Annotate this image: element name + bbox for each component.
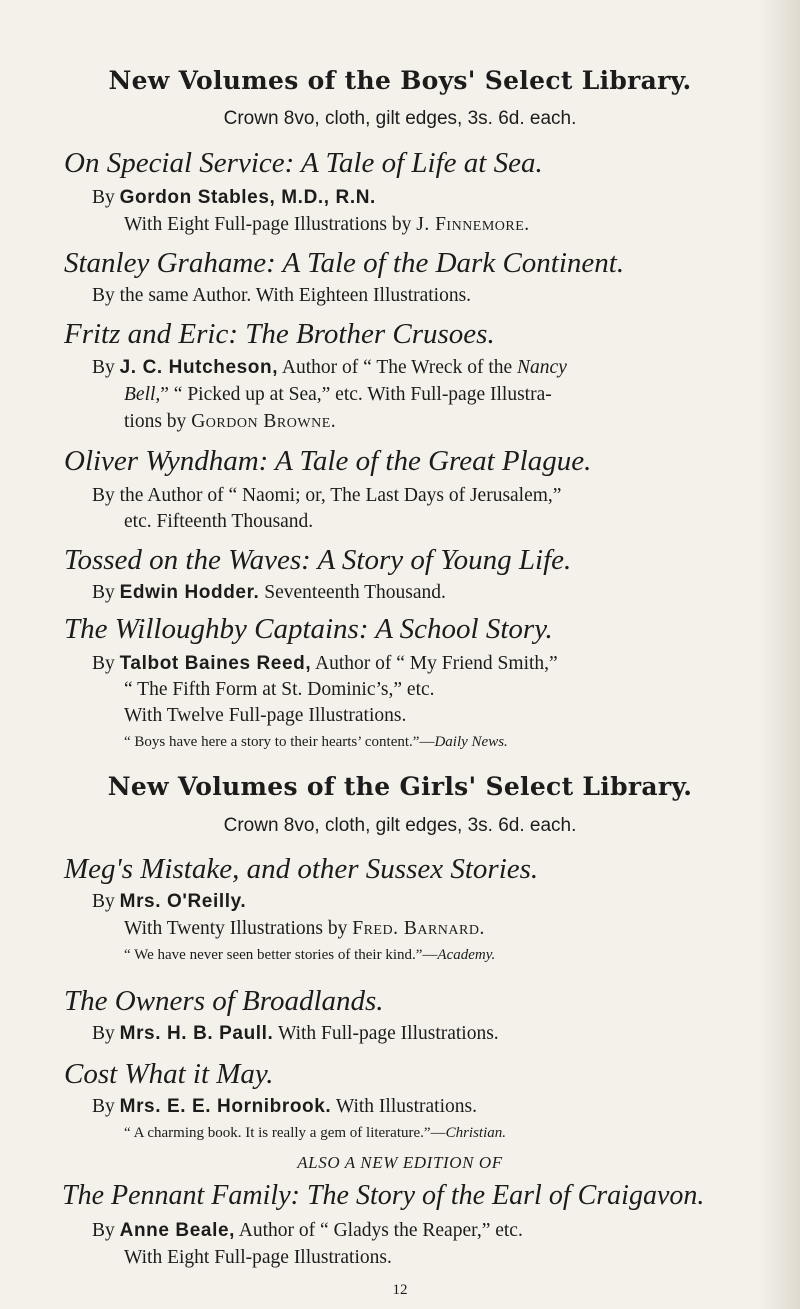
book-title: The Pennant Family: The Story of the Earl of Craigavon. (62, 1180, 705, 1211)
book-illustrations-line (124, 214, 530, 236)
italic-ship-name: Bell, (124, 384, 161, 405)
author-name: Anne Beale, (119, 1220, 235, 1241)
by-text: By (92, 357, 120, 378)
quote-source: Academy. (437, 947, 496, 963)
by-text: By (92, 891, 120, 912)
book-title: Fritz and Eric: The Brother Crusoes. (64, 318, 495, 350)
book-illustrations-line: With Twelve Full-page Illustrations. (124, 705, 407, 726)
quote-source: Christian. (445, 1125, 506, 1141)
illustrations-text: With Twenty Illustrations by (124, 918, 353, 939)
boys-library-heading: New Volumes of the Boys' Select Library. (108, 66, 692, 95)
book-detail-text: ” “ Picked up at Sea,” etc. With Full-page Illustra- (160, 384, 552, 405)
page-number: 12 (392, 1282, 408, 1298)
by-text: By (92, 582, 120, 603)
book-title: Oliver Wyndham: A Tale of the Great Plague. (64, 445, 592, 477)
book-title: Tossed on the Waves: A Story of Young Life. (64, 544, 572, 576)
quote-text: “ A charming book. It is really a gem of literature.”— (124, 1125, 446, 1141)
illustrations-text: With Eight Full-page Illustrations by (124, 214, 417, 235)
book-title: The Willoughby Captains: A School Story. (64, 613, 553, 645)
review-quote (124, 947, 495, 964)
quote-text: “ We have never seen better stories of their kind.”— (124, 947, 438, 963)
by-text: By (92, 187, 120, 208)
illustrator-name: J. Finnemore. (416, 214, 530, 235)
author-name: Talbot Baines Reed, (119, 653, 312, 674)
also-new-edition-note: ALSO A NEW EDITION OF (297, 1153, 503, 1172)
author-name: Mrs. E. E. Hornibrook. (119, 1096, 332, 1117)
by-text: By (92, 1220, 120, 1241)
book-illustrations-line: With Eight Full-page Illustrations. (124, 1247, 392, 1268)
book-author-line (92, 653, 558, 675)
boys-format-line: Crown 8vo, cloth, gilt edges, 3s. 6d. each. (223, 108, 577, 129)
by-text: By (92, 653, 120, 674)
book-detail-line: “ The Fifth Form at St. Dominic’s,” etc. (124, 679, 435, 700)
by-text: By (92, 1096, 120, 1117)
book-title: On Special Service: A Tale of Life at Sea. (64, 147, 543, 179)
book-author-line (92, 582, 446, 604)
review-quote (124, 1125, 506, 1142)
book-title: Meg's Mistake, and other Sussex Stories. (64, 853, 539, 885)
quote-source: Daily News. (434, 734, 508, 750)
author-name: Gordon Stables, M.D., R.N. (119, 187, 376, 208)
book-author-line (92, 891, 246, 913)
book-author-line (92, 187, 376, 209)
book-title: Stanley Grahame: A Tale of the Dark Continent. (64, 247, 625, 279)
book-detail-text: With Illustrations. (331, 1096, 477, 1117)
book-detail-line: etc. Fifteenth Thousand. (124, 511, 314, 532)
book-author-line (92, 1220, 523, 1242)
book-author-line (92, 357, 567, 379)
girls-format-line: Crown 8vo, cloth, gilt edges, 3s. 6d. each. (223, 815, 577, 836)
book-illustrations-line (124, 918, 485, 940)
author-name: Edwin Hodder. (119, 582, 260, 603)
author-credits: Author of “ My Friend Smith,” (311, 653, 558, 674)
review-quote (124, 734, 508, 751)
italic-ship-name: Nancy (517, 357, 567, 378)
book-title: Cost What it May. (64, 1058, 274, 1090)
book-detail-line (124, 384, 552, 406)
book-author-line (92, 1023, 499, 1045)
author-credits: Author of “ Gladys the Reaper,” etc. (235, 1220, 523, 1241)
book-title: The Owners of Broadlands. (64, 985, 384, 1017)
book-author-line: By the same Author. With Eighteen Illustrations. (92, 285, 472, 306)
author-name: J. C. Hutcheson, (119, 357, 279, 378)
illustrator-name: Gordon Browne. (191, 411, 337, 432)
girls-library-heading: New Volumes of the Girls' Select Library. (107, 772, 693, 801)
author-name: Mrs. H. B. Paull. (119, 1023, 274, 1044)
book-author-line (92, 1096, 477, 1118)
quote-text: “ Boys have here a story to their hearts’ content.”— (124, 734, 435, 750)
book-illustrations-line (124, 411, 336, 433)
author-name: Mrs. O'Reilly. (119, 891, 247, 912)
by-text: By (92, 1023, 120, 1044)
author-credits: Author of “ The Wreck of the (278, 357, 518, 378)
book-detail-text: Seventeenth Thousand. (259, 582, 446, 603)
illustrator-name: Fred. Barnard. (352, 918, 485, 939)
book-author-line: By the Author of “ Naomi; or, The Last Days of Jerusalem,” (92, 485, 562, 506)
book-detail-text: With Full-page Illustrations. (273, 1023, 499, 1044)
illustrations-text: tions by (124, 411, 192, 432)
page-edge-shading (760, 0, 800, 1309)
